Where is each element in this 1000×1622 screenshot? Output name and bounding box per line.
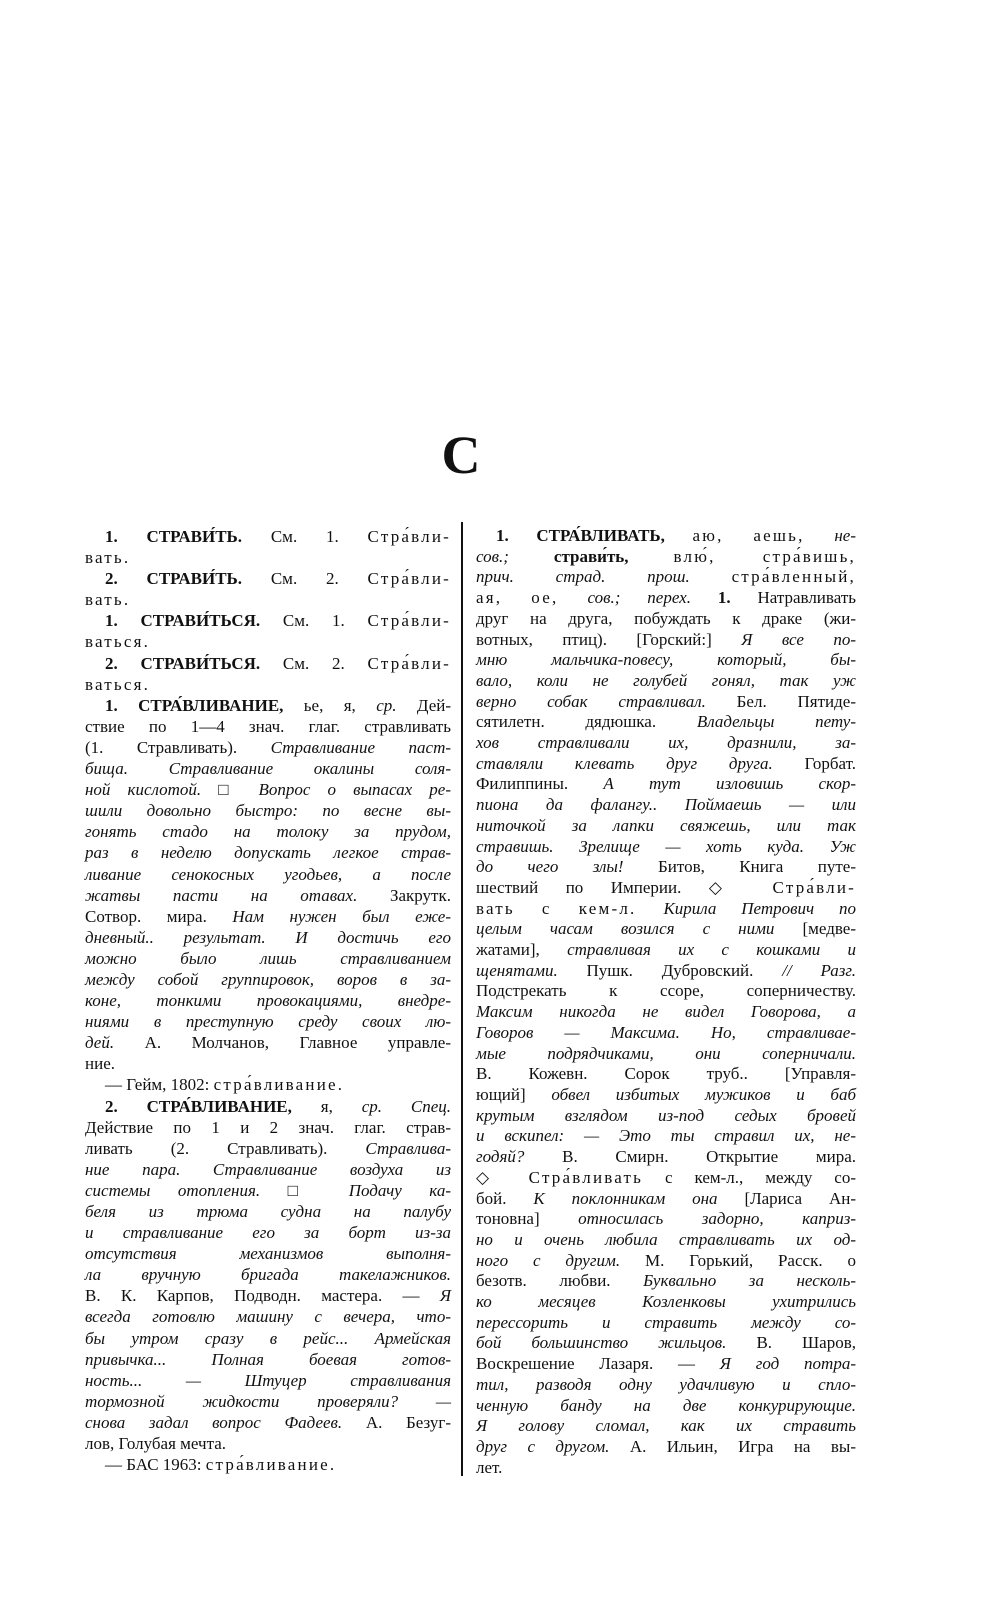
dictionary-column-left bbox=[85, 526, 451, 1475]
text-line bbox=[476, 1064, 856, 1085]
text-line bbox=[85, 906, 451, 927]
text-line bbox=[476, 1458, 856, 1479]
text-line bbox=[476, 1271, 856, 1292]
italic-text: мню мальчика-повесу, который, бы- bbox=[476, 650, 856, 670]
text-line bbox=[85, 631, 451, 652]
text-run: с кем-л., между со- bbox=[643, 1167, 857, 1187]
text-line bbox=[85, 1053, 451, 1074]
text-line bbox=[476, 878, 856, 899]
text-run: Подстрекать к ссоре, соперничеству. bbox=[476, 981, 856, 1001]
text-run: См. 1. bbox=[242, 527, 368, 546]
italic-text: ниями в преступную среду своих лю- bbox=[85, 1012, 451, 1032]
spaced-text: ваться. bbox=[85, 632, 151, 652]
spaced-text: Стра́вли- bbox=[772, 877, 856, 897]
text-line bbox=[85, 1328, 451, 1349]
italic-text: ного с другим. bbox=[476, 1250, 645, 1270]
spaced-text: вать с кем-л. bbox=[476, 898, 664, 918]
italic-text: ко месяцев Козленковы ухитрились bbox=[476, 1292, 856, 1312]
text-line bbox=[476, 899, 856, 920]
text-line bbox=[476, 754, 856, 775]
italic-text: не- bbox=[834, 526, 856, 545]
spaced-text: стра́вливание. bbox=[213, 1075, 345, 1095]
text-line bbox=[476, 1147, 856, 1168]
text-run: А. Молчанов, Главное управле- bbox=[144, 1033, 452, 1053]
text-line bbox=[476, 712, 856, 733]
italic-text: друг с другом. bbox=[476, 1436, 630, 1456]
text-run: ние. bbox=[85, 1054, 115, 1074]
text-line bbox=[85, 1306, 451, 1327]
italic-text: Вопрос о выпасах ре- bbox=[258, 780, 451, 800]
text-line bbox=[476, 1044, 856, 1065]
italic-text: пиона да фалангу.. Поймаешь — или bbox=[476, 795, 856, 815]
text-line bbox=[85, 589, 451, 610]
text-run: А. Безуг- bbox=[365, 1412, 451, 1432]
spaced-text: вать. bbox=[85, 548, 131, 568]
italic-text: бой большинство жильцов. bbox=[476, 1333, 757, 1353]
italic-text: обвел избитых мужиков и баб bbox=[551, 1084, 856, 1104]
text-line bbox=[85, 1433, 451, 1454]
italic-text: ченную банду на две конкурирующие. bbox=[476, 1395, 856, 1415]
text-line bbox=[85, 737, 451, 758]
text-line bbox=[85, 695, 451, 716]
text-line bbox=[85, 1138, 451, 1159]
italic-text: и вскипел: — Это ты стравил их, не- bbox=[476, 1126, 856, 1146]
italic-text: но и очень любила стравливать их од- bbox=[476, 1229, 856, 1249]
text-line bbox=[476, 1189, 856, 1210]
text-run: ье, я, bbox=[283, 695, 377, 715]
text-run: См. 2. bbox=[242, 569, 368, 589]
text-run: См. 1. bbox=[260, 611, 368, 631]
italic-text: крутым взглядом из-под седых бровей bbox=[476, 1105, 856, 1125]
text-line bbox=[85, 1370, 451, 1391]
italic-text: ставляли клевать друг друга. bbox=[476, 753, 805, 773]
spaced-text: стра́вленный, bbox=[731, 567, 856, 587]
italic-text: вало, коли не голубей гонял, так уж bbox=[476, 670, 856, 690]
text-line bbox=[476, 588, 856, 609]
text-line bbox=[85, 1412, 451, 1433]
spaced-text: Стра́вли- bbox=[367, 653, 451, 673]
text-line bbox=[85, 653, 451, 674]
text-line bbox=[476, 630, 856, 651]
italic-text: сов.; bbox=[476, 546, 554, 566]
italic-text: ср. Спец. bbox=[361, 1096, 451, 1116]
text-line bbox=[476, 1230, 856, 1251]
text-line bbox=[85, 1159, 451, 1180]
italic-text: коне, тонкими провокациями, внедре- bbox=[85, 991, 451, 1011]
dictionary-column-right bbox=[476, 526, 856, 1478]
text-run: — БАС 1963: bbox=[105, 1455, 206, 1475]
italic-text: ной кислотой. bbox=[85, 780, 219, 800]
italic-text: Кирила Петрович по bbox=[663, 898, 856, 918]
text-line bbox=[476, 1106, 856, 1127]
text-line bbox=[85, 779, 451, 800]
text-run: — Гейм, 1802: bbox=[105, 1075, 214, 1095]
text-run: Натравливать bbox=[730, 588, 856, 608]
text-run: бой. bbox=[476, 1188, 534, 1208]
text-line bbox=[85, 674, 451, 695]
italic-text: мые подрядчиками, они соперничали. bbox=[476, 1043, 856, 1063]
italic-text: К поклонникам она bbox=[533, 1188, 745, 1208]
text-run: [Лариса Ан- bbox=[744, 1188, 856, 1208]
text-line bbox=[85, 1222, 451, 1243]
italic-text: жатвы пасти на отавах. bbox=[85, 885, 390, 905]
text-line bbox=[85, 1117, 451, 1138]
text-line bbox=[476, 1209, 856, 1230]
text-line bbox=[85, 526, 451, 547]
italic-text: Нам нужен был еже- bbox=[232, 906, 451, 926]
text-line bbox=[85, 1074, 451, 1095]
text-line bbox=[85, 885, 451, 906]
italic-text: ниточкой за лапки свяжешь, или так bbox=[476, 815, 856, 835]
headword: 1. СТРА́ВЛИВАНИЕ, bbox=[105, 695, 284, 715]
italic-text: шили довольно быстро: по весне вы- bbox=[85, 801, 451, 821]
italic-text: Я год потра- bbox=[719, 1354, 856, 1374]
italic-text: целым часам возился с ними bbox=[476, 919, 803, 939]
text-line bbox=[85, 1349, 451, 1370]
text-run: [медве- bbox=[802, 919, 856, 939]
text-run: я, bbox=[291, 1096, 362, 1116]
italic-text: и стравливание его за борт из-за bbox=[85, 1223, 451, 1243]
text-line bbox=[85, 547, 451, 568]
italic-text: Подачу ка- bbox=[348, 1180, 451, 1200]
text-run: В. Смирн. Открытие мира. bbox=[562, 1147, 856, 1167]
text-run: Пушк. Дубровский. bbox=[586, 960, 783, 980]
text-line bbox=[85, 1096, 451, 1117]
italic-text: бы утром сразу в рейс... Армейская bbox=[85, 1328, 451, 1348]
text-line bbox=[476, 961, 856, 982]
italic-text: стравливая их с кошками и bbox=[567, 940, 856, 960]
italic-text: ние пара. Стравливание воздуха из bbox=[85, 1159, 451, 1179]
italic-text: между собой группировок, воров в за- bbox=[85, 969, 451, 989]
text-run: В. К. Карпов, Подводн. мастера. — bbox=[85, 1286, 440, 1306]
text-line bbox=[476, 795, 856, 816]
spaced-text: стра́вливание. bbox=[205, 1455, 337, 1475]
spaced-text: влю́, стра́вишь, bbox=[673, 546, 857, 566]
text-run: тоновна] bbox=[476, 1209, 579, 1229]
text-run: Филиппины. bbox=[476, 774, 604, 794]
text-run: друг на друга, побуждать к драке (жи- bbox=[476, 608, 856, 628]
italic-text: Я голову сломал, как их стравить bbox=[476, 1416, 856, 1436]
text-line bbox=[476, 671, 856, 692]
text-line bbox=[476, 857, 856, 878]
italic-text: прич. страд. прош. bbox=[476, 567, 732, 587]
text-run: Дей- bbox=[396, 695, 451, 715]
headword: 1. bbox=[717, 588, 731, 608]
italic-text: бища. Стравливание окалины соля- bbox=[85, 759, 451, 779]
headword: 2. СТРАВИ́ТЬСЯ. bbox=[105, 653, 261, 673]
text-line bbox=[476, 650, 856, 671]
text-run: Сотвор. мира. bbox=[85, 906, 233, 926]
italic-text: перессорить и стравить между со- bbox=[476, 1312, 856, 1332]
text-run: Воскрешение Лазаря. — bbox=[476, 1354, 720, 1374]
text-line bbox=[476, 1126, 856, 1147]
text-line bbox=[85, 1011, 451, 1032]
text-line bbox=[85, 716, 451, 737]
headword: 1. СТРА́ВЛИВАТЬ, bbox=[496, 526, 665, 545]
text-run: лов, Голубая мечта. bbox=[85, 1434, 227, 1454]
text-line bbox=[476, 692, 856, 713]
italic-text: можно было лишь стравливанием bbox=[85, 948, 451, 968]
italic-text: Стравлива- bbox=[365, 1138, 451, 1158]
italic-text: ла вручную бригада такелажников. bbox=[85, 1265, 451, 1285]
italic-text: снова задал вопрос Фадеев. bbox=[85, 1412, 366, 1432]
text-run: ющий] bbox=[476, 1084, 552, 1104]
italic-text: гонять стадо на толоку за прудом, bbox=[85, 822, 451, 842]
spaced-text: аю, аешь, bbox=[692, 526, 835, 545]
italic-text: относилась задорно, каприз- bbox=[578, 1209, 856, 1229]
text-line bbox=[476, 1416, 856, 1437]
spaced-text: Стра́вли- bbox=[367, 527, 451, 546]
text-line bbox=[476, 1396, 856, 1417]
text-run: Действие по 1 и 2 знач. глаг. страв- bbox=[85, 1117, 451, 1137]
text-line bbox=[85, 800, 451, 821]
spaced-text: вать. bbox=[85, 590, 131, 610]
italic-text: тормозной жидкости проверяли? — bbox=[85, 1391, 451, 1411]
text-line bbox=[85, 568, 451, 589]
headword: 1. СТРАВИ́ТЬ. bbox=[105, 527, 243, 546]
italic-text: Говоров — Максима. Но, стравливае- bbox=[476, 1022, 856, 1042]
spaced-text: Стра́вли- bbox=[367, 569, 451, 589]
headword: 2. СТРАВИ́ТЬ. bbox=[105, 569, 243, 589]
italic-text: ливание сенокосных угодьев, а после bbox=[85, 864, 451, 884]
text-line bbox=[476, 1375, 856, 1396]
spaced-text: ваться. bbox=[85, 674, 151, 694]
text-line bbox=[476, 526, 856, 547]
text-run: Битов, Книга путе- bbox=[658, 857, 856, 877]
text-run bbox=[629, 547, 674, 566]
text-line bbox=[85, 1201, 451, 1222]
headword: 2. СТРА́ВЛИВАНИЕ, bbox=[105, 1096, 292, 1116]
text-line bbox=[476, 547, 856, 568]
text-line bbox=[85, 842, 451, 863]
text-run: ствие по 1—4 знач. глаг. стравливать bbox=[85, 716, 451, 736]
text-line bbox=[85, 969, 451, 990]
text-run: безотв. любви. bbox=[476, 1271, 644, 1291]
text-line bbox=[85, 821, 451, 842]
text-line bbox=[85, 1032, 451, 1053]
spaced-text: Стра́вливать bbox=[528, 1167, 644, 1187]
spaced-text: ая, ое, bbox=[476, 588, 588, 608]
text-line bbox=[476, 1354, 856, 1375]
text-run: М. Горький, Расск. о bbox=[645, 1250, 856, 1270]
text-line bbox=[476, 1002, 856, 1023]
text-line bbox=[85, 758, 451, 779]
text-run: □ bbox=[218, 780, 259, 800]
column-divider bbox=[461, 522, 463, 1476]
text-run: В. Кожевн. Сорок труб.. [Управля- bbox=[476, 1064, 856, 1084]
italic-text: Максим никогда не видел Говорова, а bbox=[476, 1002, 856, 1022]
text-line bbox=[476, 1313, 856, 1334]
italic-text: верно собак стравливал. bbox=[476, 691, 737, 711]
text-line bbox=[476, 981, 856, 1002]
text-run: шествий по Империи. ◇ bbox=[476, 877, 773, 897]
italic-text: щенятами. bbox=[476, 960, 587, 980]
text-line bbox=[476, 1023, 856, 1044]
text-run: □ bbox=[287, 1180, 349, 1200]
text-line bbox=[476, 1333, 856, 1354]
italic-text: стравишь. Зрелище — хоть куда. Уж bbox=[476, 836, 856, 856]
italic-text: тил, разводя одну удачливую и спло- bbox=[476, 1374, 856, 1394]
text-run: сятилетн. дядюшка. bbox=[476, 712, 697, 732]
text-line bbox=[85, 864, 451, 885]
italic-text: Я все по- bbox=[741, 629, 856, 649]
italic-text: привычка... Полная боевая готов- bbox=[85, 1349, 451, 1369]
text-run: В. Шаров, bbox=[756, 1333, 857, 1353]
text-line bbox=[476, 567, 856, 588]
italic-text: беля из трюма судна на палубу bbox=[85, 1202, 451, 1221]
text-line bbox=[476, 774, 856, 795]
italic-text: Стравливание паст- bbox=[270, 737, 452, 757]
text-run: ◇ bbox=[476, 1167, 529, 1187]
text-line bbox=[85, 1180, 451, 1201]
text-run: Горбат. bbox=[804, 753, 856, 773]
text-run: вотных, птиц). [Горский:] bbox=[476, 629, 742, 649]
text-run bbox=[665, 526, 693, 545]
italic-text: до чего злы! bbox=[476, 857, 658, 877]
text-line bbox=[476, 609, 856, 630]
italic-text: Владельцы пету- bbox=[696, 712, 856, 732]
text-line bbox=[85, 990, 451, 1011]
text-run: См. 2. bbox=[260, 653, 368, 673]
italic-text: Буквально за несколь- bbox=[643, 1271, 856, 1291]
headword: страви́ть, bbox=[553, 546, 629, 566]
text-line bbox=[85, 1454, 451, 1475]
text-line bbox=[476, 1292, 856, 1313]
text-line bbox=[476, 940, 856, 961]
italic-text: системы отопления. bbox=[85, 1180, 288, 1200]
spaced-text: Стра́вли- bbox=[367, 611, 451, 631]
text-line bbox=[476, 1168, 856, 1189]
italic-text: годяй? bbox=[476, 1147, 563, 1167]
text-line bbox=[85, 1285, 451, 1306]
italic-text: хов стравливали их, дразнили, за- bbox=[476, 733, 856, 753]
text-line bbox=[476, 1085, 856, 1106]
text-run: А. Ильин, Игра на вы- bbox=[629, 1436, 856, 1456]
italic-text: раз в неделю допускать легкое страв- bbox=[85, 843, 451, 863]
italic-text: дневный.. результат. И достичь его bbox=[85, 927, 451, 947]
italic-text: дей. bbox=[85, 1033, 145, 1053]
text-line bbox=[85, 1243, 451, 1264]
italic-text: А тут изловишь скор- bbox=[603, 774, 856, 794]
italic-text: ср. bbox=[376, 695, 397, 715]
italic-text: сов.; перех. bbox=[587, 588, 718, 608]
text-line bbox=[476, 1251, 856, 1272]
text-line bbox=[85, 948, 451, 969]
text-line bbox=[476, 837, 856, 858]
text-run: ливать (2. Стравливать). bbox=[85, 1138, 366, 1158]
headword: 1. СТРАВИ́ТЬСЯ. bbox=[105, 611, 261, 631]
italic-text: всегда готовлю машину с вечера, что- bbox=[85, 1307, 451, 1327]
italic-text: // Разг. bbox=[782, 960, 856, 980]
text-line bbox=[476, 919, 856, 940]
text-run: (1. Стравливать). bbox=[85, 737, 271, 757]
section-letter-heading: С bbox=[441, 425, 481, 485]
text-line bbox=[85, 1391, 451, 1412]
text-line bbox=[476, 816, 856, 837]
italic-text: отсутствия механизмов выполня- bbox=[85, 1244, 451, 1264]
text-line bbox=[85, 927, 451, 948]
text-run: Закрутк. bbox=[389, 885, 451, 905]
italic-text: ность... — Штуцер стравливания bbox=[85, 1370, 451, 1390]
text-line bbox=[85, 610, 451, 631]
text-line bbox=[476, 733, 856, 754]
text-line bbox=[85, 1264, 451, 1285]
text-run: жатами], bbox=[476, 940, 568, 960]
text-run: лет. bbox=[476, 1457, 503, 1477]
text-run: Бел. Пятиде- bbox=[736, 691, 856, 711]
text-line bbox=[476, 1437, 856, 1458]
italic-text: Я bbox=[439, 1286, 451, 1306]
